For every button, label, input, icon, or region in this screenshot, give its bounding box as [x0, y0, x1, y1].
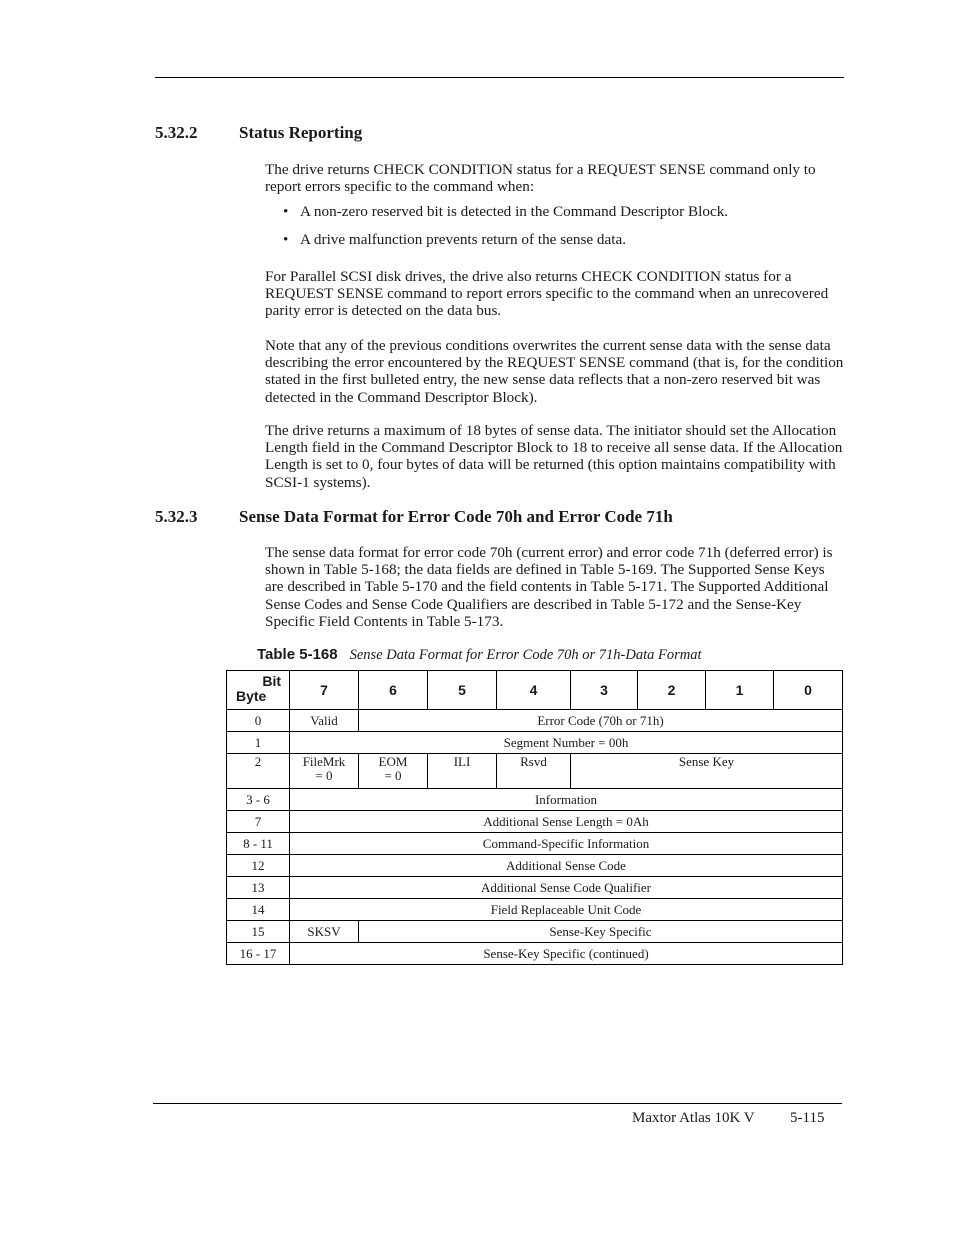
paragraph: Note that any of the previous conditions overwrites the current sense data with the sense data describing the error encountered by the REQUEST SENSE command (that is, for the condition stated in the first bulleted entry, the new sense data reflects that a non-zero reserved bit was detected in the Command Descriptor Block). [265, 337, 844, 406]
field-cell: Sense Key [571, 754, 843, 789]
byte-cell: 12 [227, 855, 290, 877]
field-cell: Error Code (70h or 71h) [359, 710, 843, 732]
byte-cell: 2 [227, 754, 290, 789]
paragraph: The drive returns a maximum of 18 bytes of sense data. The initiator should set the Allocation Length field in the Command Descriptor Block to 18 to receive all sense data. If the Allocation Length is set to 0, four bytes of data will be returned (this option maintains compatibility with SCSI-1 systems). [265, 422, 843, 491]
field-cell: SKSV [290, 921, 359, 943]
field-cell: Field Replaceable Unit Code [290, 899, 843, 921]
footer-page-number: 5-115 [790, 1110, 825, 1126]
footer-rule [153, 1103, 842, 1104]
byte-cell: 7 [227, 811, 290, 833]
field-cell: Sense-Key Specific (continued) [290, 943, 843, 965]
bit-header: 3 [571, 671, 638, 710]
paragraph: The sense data format for error code 70h (current error) and error code 71h (deferred error) is shown in Table 5-168; the data fields are defined in Table 5-169. The Supported Sense Keys are described in Table 5-170 and the field contents in Table 5-171. The Supported Additional Sense Codes and Sense Code Qualifiers are described in Table 5-172 and the Sense-Key Specific Field Contents in Table 5-173. [265, 544, 833, 630]
table-header-row [227, 671, 843, 710]
paragraph-intro: The drive returns CHECK CONDITION status for a REQUEST SENSE command only to report errors specific to the command when: [265, 161, 816, 196]
byte-cell: 0 [227, 710, 290, 732]
bit-header: 0 [774, 671, 843, 710]
cell-line: = 0 [384, 768, 402, 783]
table-row [227, 877, 843, 899]
field-cell [359, 754, 428, 789]
corner-header [227, 671, 290, 710]
table-title: Sense Data Format for Error Code 70h or 71h-Data Format [349, 647, 702, 663]
table-row [227, 943, 843, 965]
footer-product: Maxtor Atlas 10K V [632, 1110, 755, 1126]
field-cell: Command-Specific Information [290, 833, 843, 855]
bit-header: 4 [497, 671, 571, 710]
byte-label: Byte [236, 688, 267, 704]
header-rule [155, 77, 844, 78]
field-cell: Information [290, 789, 843, 811]
bullet-item [283, 203, 728, 220]
table-caption [257, 646, 702, 664]
bit-label: Bit [262, 673, 281, 689]
table-row [227, 732, 843, 754]
field-cell: ILI [428, 754, 497, 789]
section-number: 5.32.2 [155, 123, 198, 142]
field-cell: Additional Sense Length = 0Ah [290, 811, 843, 833]
field-cell [290, 754, 359, 789]
byte-cell: 15 [227, 921, 290, 943]
field-cell: Valid [290, 710, 359, 732]
byte-cell: 14 [227, 899, 290, 921]
table-row [227, 899, 843, 921]
paragraph: For Parallel SCSI disk drives, the drive also returns CHECK CONDITION status for a REQUEST SENSE command to report errors specific to the command when an unrecovered parity error is detected on the data bus. [265, 268, 829, 320]
bullet-text: A drive malfunction prevents return of the sense data. [300, 231, 627, 248]
bullet-text: A non-zero reserved bit is detected in the Command Descriptor Block. [300, 203, 729, 220]
table-row [227, 855, 843, 877]
byte-cell: 16 - 17 [227, 943, 290, 965]
section-title: Sense Data Format for Error Code 70h and Error Code 71h [239, 507, 673, 526]
bit-header: 5 [428, 671, 497, 710]
cell-line: EOM [378, 754, 408, 769]
cell-line: = 0 [315, 768, 333, 783]
byte-cell: 13 [227, 877, 290, 899]
table-row [227, 833, 843, 855]
table-row [227, 789, 843, 811]
table-row [227, 754, 843, 789]
bit-header: 6 [359, 671, 428, 710]
bullet-item [283, 231, 626, 248]
bullet-symbol: • [283, 203, 289, 220]
bit-header: 2 [638, 671, 706, 710]
bullet-symbol: • [283, 231, 289, 248]
sense-data-format-table [226, 670, 843, 965]
table-label: Table 5-168 [257, 646, 338, 663]
byte-cell: 8 - 11 [227, 833, 290, 855]
section-number: 5.32.3 [155, 507, 198, 526]
byte-cell: 1 [227, 732, 290, 754]
field-cell: Segment Number = 00h [290, 732, 843, 754]
field-cell: Additional Sense Code Qualifier [290, 877, 843, 899]
bit-header: 1 [706, 671, 774, 710]
field-cell: Rsvd [497, 754, 571, 789]
field-cell: Sense-Key Specific [359, 921, 843, 943]
bit-header: 7 [290, 671, 359, 710]
table-row [227, 710, 843, 732]
table-row [227, 921, 843, 943]
field-cell: Additional Sense Code [290, 855, 843, 877]
cell-line: FileMrk [302, 754, 346, 769]
byte-cell: 3 - 6 [227, 789, 290, 811]
section-title: Status Reporting [239, 123, 363, 142]
table-row [227, 811, 843, 833]
